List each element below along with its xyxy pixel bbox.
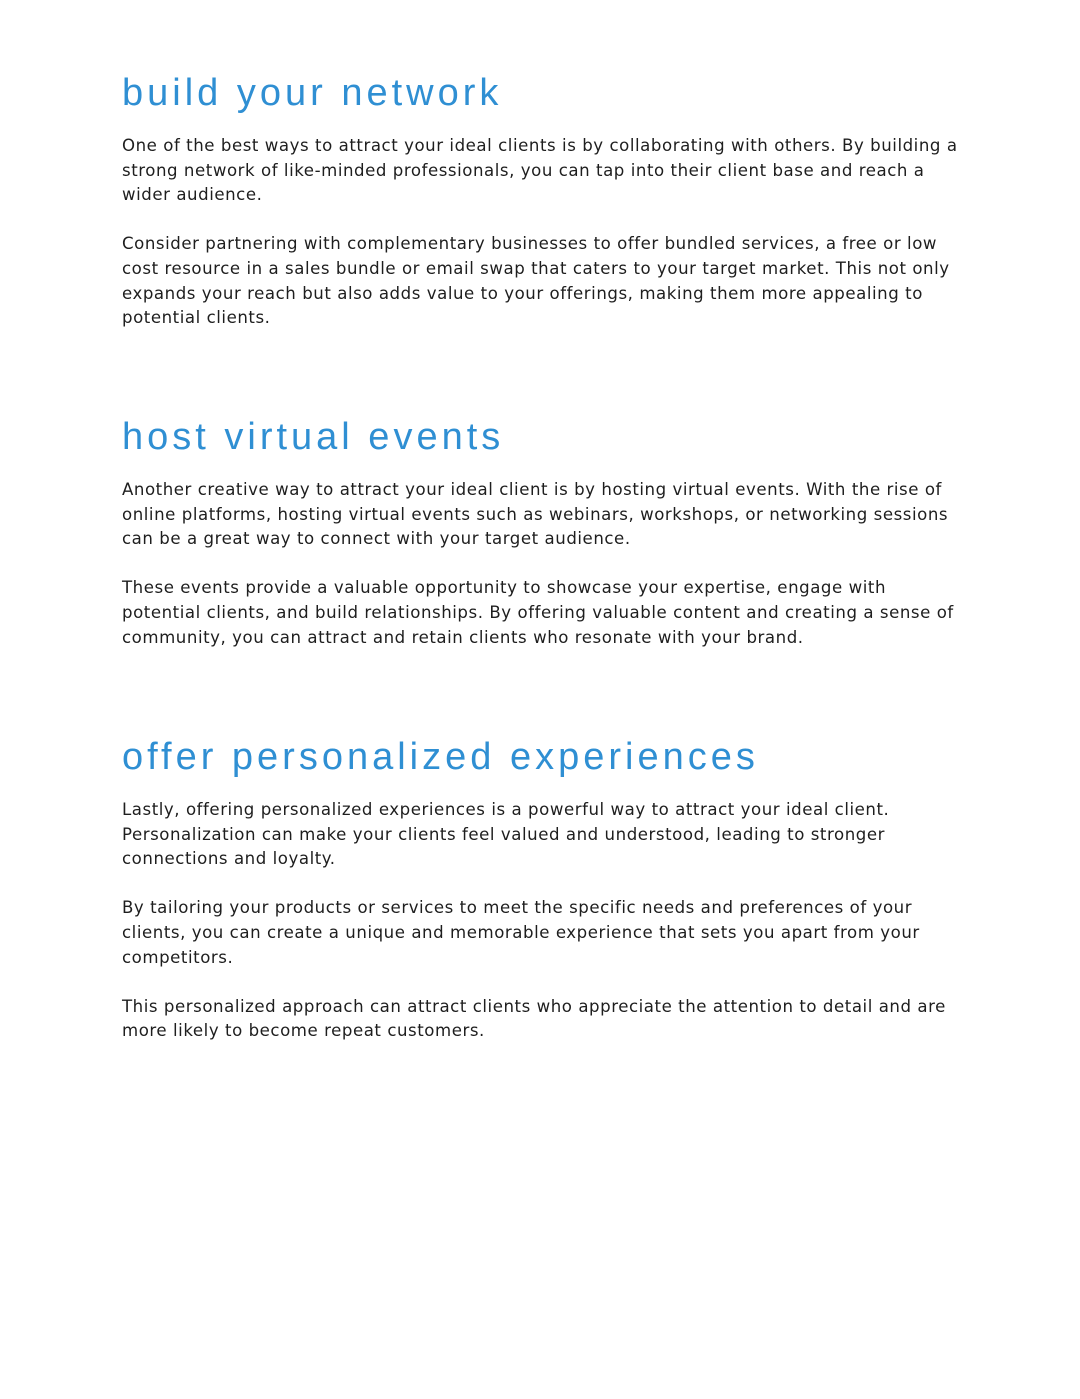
section-offer-personalized-experiences xyxy=(122,734,962,1044)
section-paragraph: Lastly, offering personalized experiences is a powerful way to attract your ideal client. Personalization can make your clients feel valued and understood, leading to stronger connections and loyalty. xyxy=(122,800,890,869)
section-heading: offer personalized experiences xyxy=(122,736,759,778)
section-heading: host virtual events xyxy=(122,416,505,458)
section-paragraph: Another creative way to attract your ideal client is by hosting virtual events. With the rise of online platforms, hosting virtual events such as webinars, workshops, or networking sessions can be a great way to connect with your target audience. xyxy=(122,480,949,549)
section-paragraph: These events provide a valuable opportunity to showcase your expertise, engage with potential clients, and build relationships. By offering valuable content and creating a sense of community, you can attract and retain clients who resonate with your brand. xyxy=(122,578,954,647)
section-heading: build your network xyxy=(122,72,503,114)
section-paragraph: Consider partnering with complementary businesses to offer bundled services, a free or low cost resource in a sales bundle or email swap that caters to your target market. This not only expands your reach but also adds value to your offerings, making them more appealing to potential clients. xyxy=(122,234,950,328)
section-paragraph: One of the best ways to attract your ideal clients is by collaborating with others. By building a strong network of like-minded professionals, you can tap into their client base and reach a wider audience. xyxy=(122,136,958,205)
section-paragraph: By tailoring your products or services to meet the specific needs and preferences of your clients, you can create a unique and memorable experience that sets you apart from your competitors. xyxy=(122,898,920,967)
section-host-virtual-events xyxy=(122,414,962,650)
section-build-your-network xyxy=(122,70,962,331)
section-paragraph: This personalized approach can attract clients who appreciate the attention to detail and are more likely to become repeat customers. xyxy=(122,996,946,1041)
